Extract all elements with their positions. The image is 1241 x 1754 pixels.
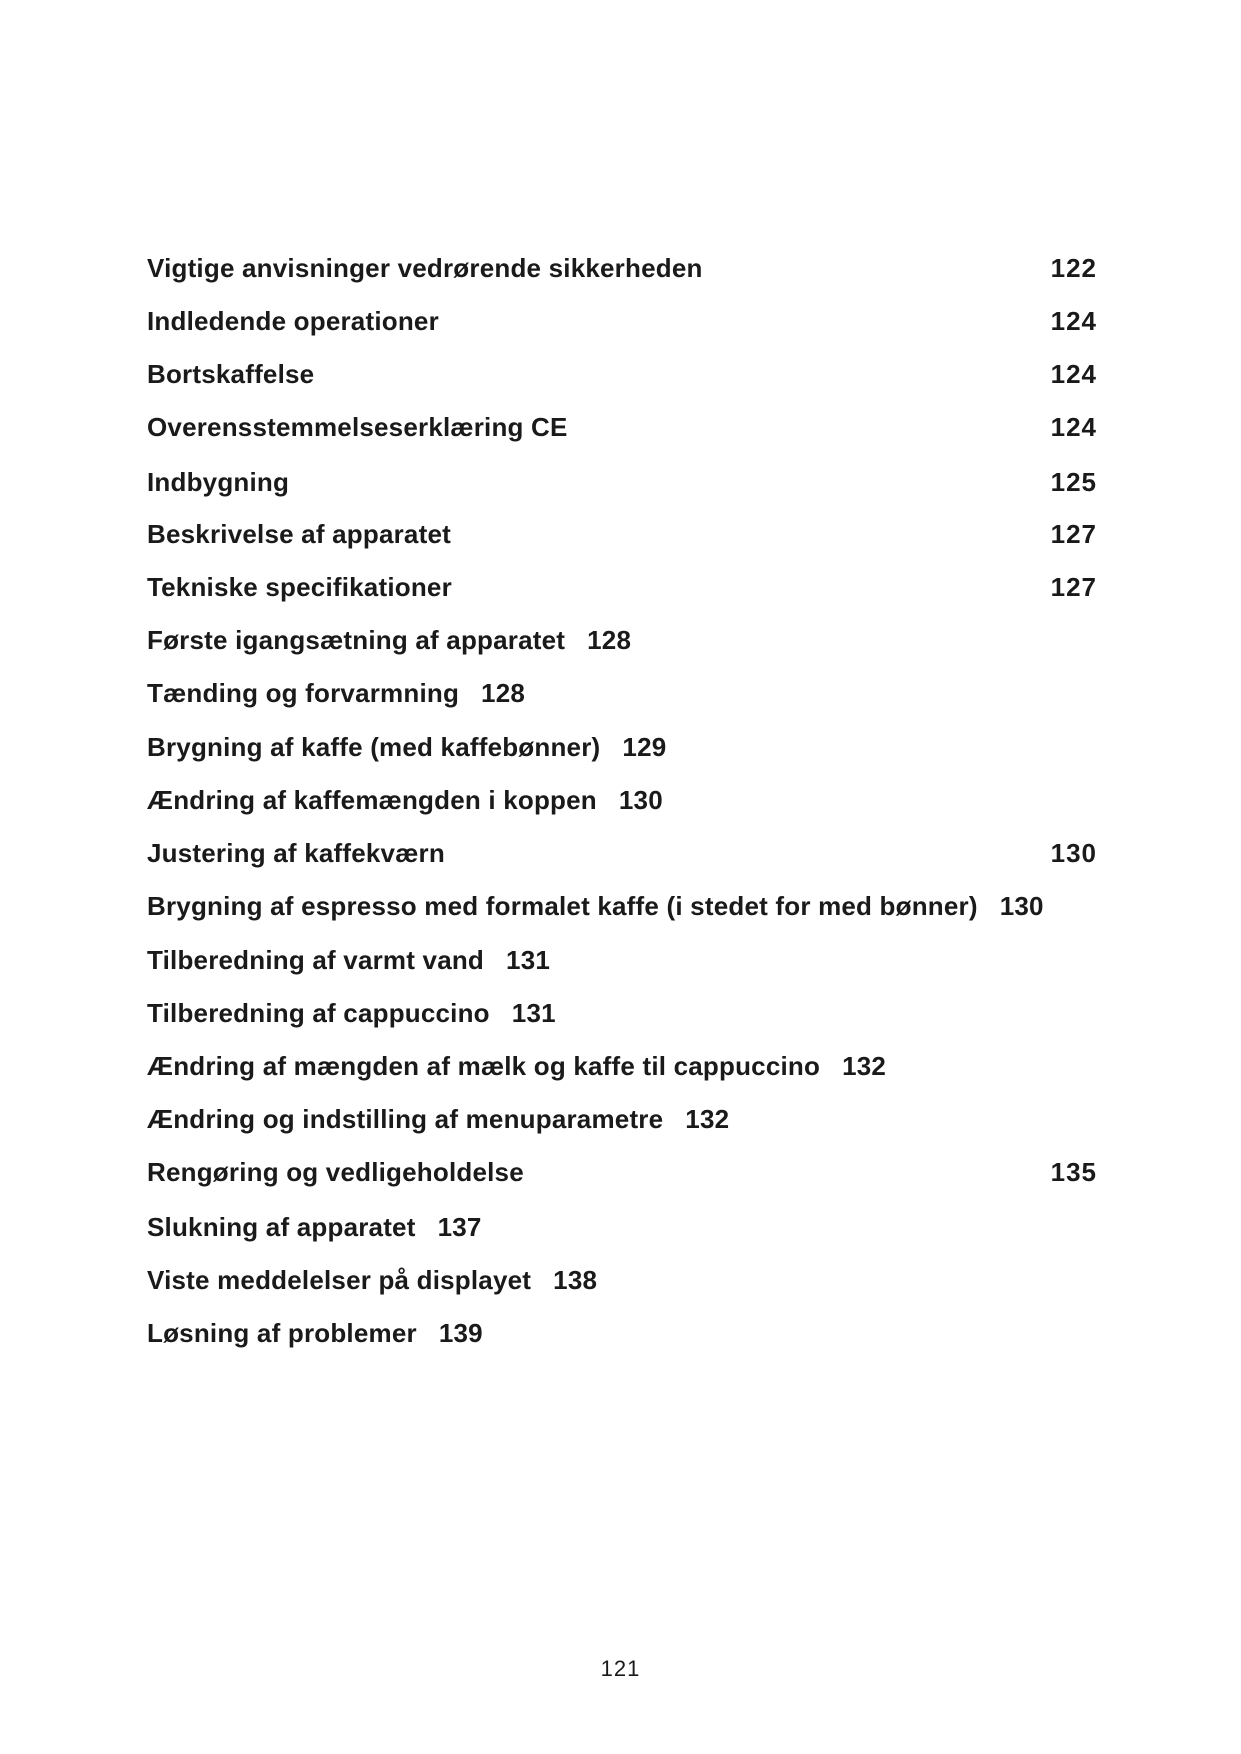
- toc-entry-page: 132: [842, 1051, 887, 1081]
- page-number: 121: [600, 1656, 641, 1681]
- toc-entry-title: Tænding og forvarmning: [147, 678, 460, 708]
- toc-entry-page: 137: [437, 1212, 482, 1242]
- toc-entry-title: Justering af kaffekværn: [147, 838, 445, 868]
- toc-entry-title: Løsning af problemer: [147, 1318, 417, 1348]
- toc-entry: [147, 886, 1044, 926]
- toc-entry: [147, 673, 525, 713]
- toc-entry-page: 129: [622, 732, 667, 762]
- toc-entry-page: 130: [999, 891, 1044, 921]
- toc-entry-page: 139: [438, 1318, 483, 1348]
- toc-entry-page: 125: [1050, 467, 1097, 497]
- toc-entry-title: Tilberedning af cappuccino: [147, 998, 490, 1028]
- toc-entry-title: Bortskaffelse: [147, 359, 315, 389]
- toc-entry-page: 124: [1050, 359, 1097, 389]
- toc-entry-title: Brygning af espresso med formalet kaffe (i stedet for med bønner): [147, 891, 978, 921]
- toc-entry: [147, 993, 556, 1033]
- toc-entry: [147, 940, 550, 980]
- toc-entry-title: Ændring og indstilling af menuparametre: [147, 1104, 664, 1134]
- toc-entry-page: 130: [618, 785, 663, 815]
- toc-entry: [147, 1313, 483, 1353]
- toc-entry: [147, 1207, 482, 1247]
- toc-entry-page: 128: [481, 678, 526, 708]
- toc-entry-title: Beskrivelse af apparatet: [147, 519, 451, 549]
- toc-entry: [147, 780, 663, 820]
- toc-entry-title: Indbygning: [147, 467, 290, 497]
- toc-entry-page: 122: [1050, 253, 1097, 283]
- toc-entry: [147, 620, 631, 660]
- toc-entry-page: 124: [1050, 306, 1097, 336]
- toc-entry-page: 135: [1050, 1157, 1097, 1187]
- toc-entry-title: Tekniske specifikationer: [147, 572, 452, 602]
- toc-entry-title: Brygning af kaffe (med kaffebønner): [147, 732, 601, 762]
- toc-entry-title: Ændring af mængden af mælk og kaffe til cappuccino: [147, 1051, 821, 1081]
- toc-entry-title: Viste meddelelser på displayet: [147, 1265, 532, 1295]
- toc-entry-page: 131: [511, 998, 556, 1028]
- toc-entry-page: 124: [1050, 412, 1097, 442]
- toc-entry: [147, 1046, 886, 1086]
- toc-entry: [147, 1260, 597, 1300]
- toc-entry-page: 127: [1050, 572, 1097, 602]
- toc-entry-page: 132: [685, 1104, 730, 1134]
- toc-entry: [147, 727, 666, 767]
- toc-entry-title: Første igangsætning af apparatet: [147, 625, 566, 655]
- toc-entry-page: 127: [1050, 519, 1097, 549]
- toc-entry-title: Indledende operationer: [147, 306, 439, 336]
- toc-entry-page: 130: [1050, 838, 1097, 868]
- toc-entry-title: Vigtige anvisninger vedrørende sikkerheden: [147, 253, 703, 283]
- toc-entry-page: 128: [587, 625, 632, 655]
- toc-entry-title: Rengøring og vedligeholdelse: [147, 1157, 524, 1187]
- toc-entry-title: Slukning af apparatet: [147, 1212, 416, 1242]
- toc-entry-title: Ændring af kaffemængden i koppen: [147, 785, 597, 815]
- toc-entry: [147, 1099, 729, 1139]
- toc-entry-page: 131: [506, 945, 551, 975]
- toc-entry-title: Tilberedning af varmt vand: [147, 945, 485, 975]
- toc-entry-title: Overensstemmelseserklæring CE: [147, 412, 568, 442]
- toc-entry-page: 138: [553, 1265, 598, 1295]
